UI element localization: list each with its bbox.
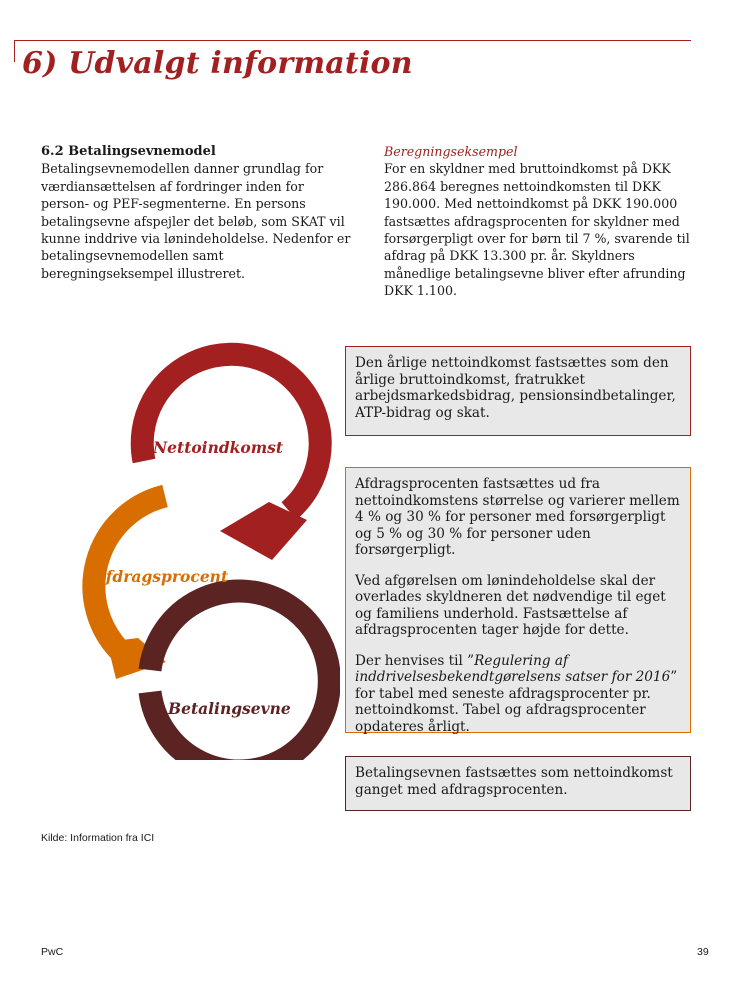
cycle-diagram	[0, 330, 340, 760]
page-number: 39	[697, 946, 709, 958]
info-box-afdragsprocent	[345, 467, 691, 733]
reference-title: Regulering af inddrivelsesbekendtgørelsens satser for 2016	[355, 652, 671, 685]
footer-brand: PwC	[41, 946, 64, 958]
info-box-nettoindkomst	[345, 346, 691, 436]
header-rule-tick	[14, 40, 15, 62]
section-body: Betalingsevnemodellen danner grundlag for værdiansættelsen af fordringer inden for person- og PEF-segmenterne. En persons betalingsevne afspejler det beløb, som SKAT vil kunne inddrive via lønindeholdelse. Nedenfor er betalingsevnemodellen samt beregningseksempel illustreret.	[41, 161, 351, 281]
page-title: 6) Udvalgt information	[22, 46, 413, 81]
source-note: Kilde: Information fra ICI	[41, 832, 155, 844]
example-heading: Beregningseksempel	[384, 144, 518, 159]
cycle-label-afdragsprocent: Afdragsprocent	[94, 567, 229, 586]
left-column	[41, 143, 351, 282]
cycle-arc-nettoindkomst	[142, 354, 320, 511]
info-box-betalingsevne	[345, 756, 691, 811]
reference-prefix: Der henvises til ”	[355, 652, 475, 669]
cycle-label-nettoindkomst: Nettoindkomst	[153, 438, 284, 457]
cycle-label-betalingsevne: Betalingsevne	[168, 699, 291, 718]
info-box-paragraph-3	[355, 653, 682, 736]
cycle-arc-betalingsevne	[150, 591, 329, 760]
header-rule	[14, 40, 691, 41]
example-body: For en skyldner med bruttoindkomst på DKK 286.864 beregnes nettoindkomsten til DKK 190.000. Med nettoindkomst på DKK 190.000 fastsættes afdragsprocenten for skyldner med forsørgerpligt over for børn til 7 %, svarende til afdrag på DKK 13.300 pr. år. Skyldners månedlige betalingsevne bliver efter afrunding DKK 1.100.	[384, 161, 690, 299]
info-box-text: Den årlige nettoindkomst fastsættes som den årlige bruttoindkomst, fratrukket arbejdsmarkedsbidrag, pensionsindbetalinger, ATP-bidrag og skat.	[355, 355, 676, 421]
reference-suffix: ” for tabel med seneste afdragsprocenter pr. nettoindkomst. Tabel og afdragsprocenter opdateres årligt.	[355, 669, 678, 735]
info-box-text: Betalingsevnen fastsættes som nettoindkomst ganget med afdragsprocenten.	[355, 765, 673, 798]
info-box-paragraph-1: Afdragsprocenten fastsættes ud fra nettoindkomstens størrelse og varierer mellem 4 % og 30 % for personer med forsørgerpligt og 5 % og 30 % for personer uden forsørgerpligt.	[355, 476, 680, 558]
info-box-paragraph-2: Ved afgørelsen om lønindeholdelse skal der overlades skyldneren det nødvendige til eget og familiens underhold. Fastsættelse af afdragsprocenten tager højde for dette.	[355, 572, 666, 638]
section-heading: 6.2 Betalingsevnemodel	[41, 144, 216, 159]
right-column	[384, 143, 704, 300]
cycle-arrows-graphic	[0, 330, 340, 760]
